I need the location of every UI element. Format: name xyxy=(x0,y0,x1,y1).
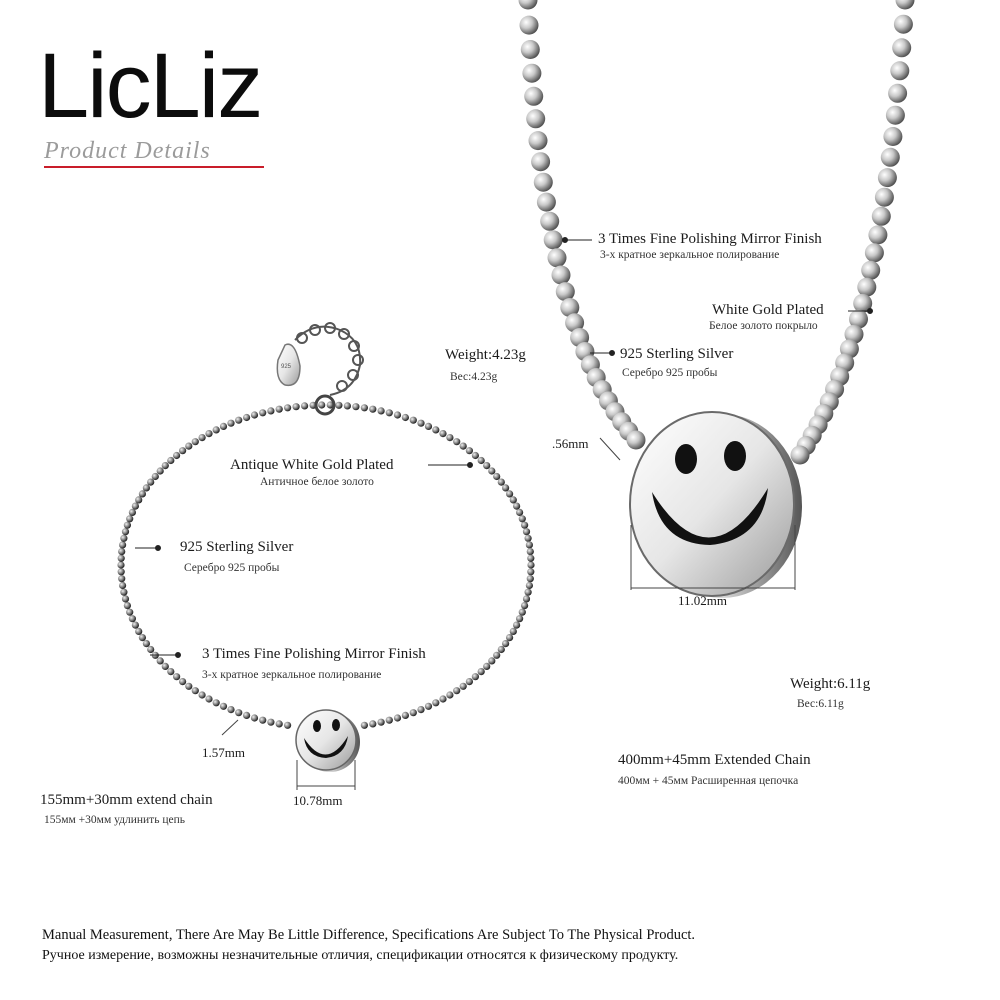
chain-bead xyxy=(425,703,432,710)
chain-bead xyxy=(143,640,150,647)
chain-bead xyxy=(488,467,495,474)
chain-bead xyxy=(526,109,545,128)
chain-bead xyxy=(147,646,154,653)
chain-bead xyxy=(227,420,234,427)
chain-bead xyxy=(526,541,533,548)
chain-bead xyxy=(179,678,186,685)
chain-bead xyxy=(498,479,505,486)
bracelet-extension xyxy=(295,323,363,414)
chain-bead xyxy=(235,709,242,716)
chain-bead xyxy=(227,706,234,713)
chain-bead xyxy=(259,409,266,416)
chain-bead xyxy=(122,595,129,602)
chain-bead xyxy=(478,668,485,675)
chain-bead xyxy=(527,575,534,582)
chain-bead xyxy=(132,622,139,629)
bracelet-thickness-measure: 1.57mm xyxy=(202,745,245,760)
chain-bead xyxy=(276,720,283,727)
chain-bead xyxy=(857,278,876,297)
chain-bead xyxy=(220,703,227,710)
chain-bead xyxy=(527,561,534,568)
bracelet-material-label-ru: Серебро 925 пробы xyxy=(184,562,280,574)
chain-bead xyxy=(466,678,473,685)
chain-bead xyxy=(259,717,266,724)
chain-bead xyxy=(157,657,164,664)
chain-bead xyxy=(883,127,902,146)
bracelet-chain-label-ru: 155мм +30мм удлинить цепь xyxy=(44,814,185,826)
bracelet-tag-text: 925 xyxy=(281,364,292,370)
chain-bead xyxy=(220,423,227,430)
chain-bead xyxy=(267,719,274,726)
necklace-chain-label: 400mm+45mm Extended Chain xyxy=(618,752,811,768)
bracelet-leader-lines xyxy=(135,463,473,658)
necklace-material-label: 925 Sterling Silver xyxy=(620,346,734,362)
chain-bead xyxy=(284,404,291,411)
chain-bead xyxy=(886,106,905,125)
chain-bead xyxy=(432,426,439,433)
chain-bead xyxy=(506,490,513,497)
bracelet-plating-label-ru: Античное белое золото xyxy=(260,476,374,488)
necklace-thickness-measure: .56mm xyxy=(552,436,589,451)
chain-bead xyxy=(386,409,393,416)
chain-bead xyxy=(892,38,911,57)
necklace-weight-label: Weight:4.23g xyxy=(445,347,526,363)
chain-bead xyxy=(139,634,146,641)
chain-bead xyxy=(129,615,136,622)
chain-bead xyxy=(192,687,199,694)
chain-bead xyxy=(453,438,460,445)
chain-bead xyxy=(510,496,517,503)
chain-bead xyxy=(460,683,467,690)
chain-bead xyxy=(394,411,401,418)
chain-bead xyxy=(251,714,258,721)
chain-bead xyxy=(888,84,907,103)
chain-bead xyxy=(167,457,174,464)
chain-bead xyxy=(523,528,530,535)
chain-bead xyxy=(152,473,159,480)
necklace-chain-left xyxy=(519,0,646,450)
chain-bead xyxy=(167,668,174,675)
chain-bead xyxy=(527,555,534,562)
chain-bead xyxy=(525,535,532,542)
chain-bead xyxy=(185,683,192,690)
bracelet-material-label: 925 Sterling Silver xyxy=(180,539,294,555)
chain-bead xyxy=(627,431,646,450)
necklace-plating-label: White Gold Plated xyxy=(712,302,824,318)
chain-bead xyxy=(318,401,325,408)
chain-bead xyxy=(531,152,550,171)
chain-bead xyxy=(521,602,528,609)
necklace-weight2-label-ru: Вес:6.11g xyxy=(797,698,844,710)
chain-bead xyxy=(521,40,540,59)
chain-bead xyxy=(199,691,206,698)
chain-bead xyxy=(402,712,409,719)
chain-bead xyxy=(513,622,520,629)
chain-bead xyxy=(352,403,359,410)
brand-underline xyxy=(44,166,264,168)
chain-bead xyxy=(301,402,308,409)
chain-bead xyxy=(890,61,909,80)
brand-subtitle: Product Details xyxy=(44,138,211,164)
chain-bead xyxy=(284,722,291,729)
chain-bead xyxy=(896,0,915,10)
chain-bead xyxy=(124,602,131,609)
chain-bead xyxy=(118,568,125,575)
chain-bead xyxy=(410,417,417,424)
chain-bead xyxy=(157,467,164,474)
chain-bead xyxy=(534,173,553,192)
chain-bead xyxy=(199,434,206,441)
chain-bead xyxy=(516,509,523,516)
chain-bead xyxy=(361,404,368,411)
necklace-plating-label-ru: Белое золото покрыло xyxy=(709,320,818,332)
chain-bead xyxy=(243,712,250,719)
chain-bead xyxy=(510,628,517,635)
chain-bead xyxy=(124,522,131,529)
chain-bead xyxy=(516,615,523,622)
chain-bead xyxy=(460,443,467,450)
chain-bead xyxy=(540,212,559,231)
necklace-polish-label: 3 Times Fine Polishing Mirror Finish xyxy=(598,231,822,247)
chain-bead xyxy=(868,225,887,244)
chain-bead xyxy=(213,699,220,706)
chain-bead xyxy=(369,720,376,727)
chain-bead xyxy=(126,515,133,522)
chain-bead xyxy=(872,207,891,226)
necklace-smiley-pendant xyxy=(630,412,802,598)
chain-bead xyxy=(519,0,538,10)
chain-bead xyxy=(498,646,505,653)
chain-bead xyxy=(185,443,192,450)
chain-bead xyxy=(335,402,342,409)
chain-bead xyxy=(122,528,129,535)
chain-bead xyxy=(529,131,548,150)
chain-bead xyxy=(527,548,534,555)
chain-bead xyxy=(417,420,424,427)
necklace-width-measure: 11.02mm xyxy=(678,593,727,608)
necklace-weight-label-ru: Вес:4.23g xyxy=(450,371,498,383)
chain-bead xyxy=(162,663,169,670)
chain-bead xyxy=(519,609,526,616)
bracelet-polish-label: 3 Times Fine Polishing Mirror Finish xyxy=(202,646,426,662)
chain-bead xyxy=(293,403,300,410)
chain-bead xyxy=(267,407,274,414)
chain-bead xyxy=(472,673,479,680)
chain-bead xyxy=(394,714,401,721)
chain-bead xyxy=(526,582,533,589)
chain-bead xyxy=(478,457,485,464)
chain-bead xyxy=(537,193,556,212)
chain-bead xyxy=(117,561,124,568)
chain-bead xyxy=(544,230,563,249)
chain-bead xyxy=(243,414,250,421)
chain-bead xyxy=(425,423,432,430)
chain-bead xyxy=(502,640,509,647)
necklace-weight2-label: Weight:6.11g xyxy=(790,676,871,692)
chain-bead xyxy=(519,515,526,522)
footer-disclaimer-ru: Ручное измерение, возможны незначительные отличия, спецификации относятся к физическому продукту. xyxy=(42,948,679,963)
chain-bead xyxy=(432,699,439,706)
necklace-material-label-ru: Серебро 925 пробы xyxy=(622,367,718,379)
chain-bead xyxy=(493,652,500,659)
chain-bead xyxy=(506,634,513,641)
chain-bead xyxy=(143,484,150,491)
chain-bead xyxy=(213,426,220,433)
chain-bead xyxy=(524,87,543,106)
chain-bead xyxy=(520,16,539,35)
chain-bead xyxy=(126,609,133,616)
chain-bead xyxy=(548,248,567,267)
chain-bead xyxy=(173,673,180,680)
chain-bead xyxy=(861,261,880,280)
necklace-chain-label-ru: 400мм + 45мм Расширенная цепочка xyxy=(618,775,799,787)
chain-bead xyxy=(369,406,376,413)
chain-bead xyxy=(483,663,490,670)
chain-bead xyxy=(791,446,810,465)
chain-bead xyxy=(488,657,495,664)
chain-bead xyxy=(179,447,186,454)
chain-bead xyxy=(205,695,212,702)
chain-bead xyxy=(446,691,453,698)
chain-bead xyxy=(513,503,520,510)
chain-bead xyxy=(118,575,125,582)
chain-bead xyxy=(483,462,490,469)
chain-bead xyxy=(205,430,212,437)
chain-bead xyxy=(410,709,417,716)
chain-bead xyxy=(417,706,424,713)
chain-bead xyxy=(132,503,139,510)
bracelet-plating-label: Antique White Gold Plated xyxy=(230,457,394,473)
chain-bead xyxy=(235,417,242,424)
chain-bead xyxy=(192,438,199,445)
bracelet-width-measure: 10.78mm xyxy=(293,793,343,808)
chain-bead xyxy=(251,411,258,418)
chain-bead xyxy=(865,243,884,262)
footer-disclaimer-en: Manual Measurement, There Are May Be Little Difference, Specifications Are Subject To The Physical Product. xyxy=(42,927,696,943)
chain-bead xyxy=(894,15,913,34)
chain-bead xyxy=(522,64,541,83)
chain-bead xyxy=(493,473,500,480)
chain-bead xyxy=(502,484,509,491)
bracelet-smiley-pendant xyxy=(296,710,360,772)
chain-bead xyxy=(521,522,528,529)
chain-bead xyxy=(135,628,142,635)
chain-bead xyxy=(523,595,530,602)
chain-bead xyxy=(119,582,126,589)
chain-bead xyxy=(135,496,142,503)
chain-bead xyxy=(344,402,351,409)
chain-bead xyxy=(120,589,127,596)
chain-bead xyxy=(378,407,385,414)
chain-bead xyxy=(446,434,453,441)
chain-bead xyxy=(147,479,154,486)
chain-bead xyxy=(120,535,127,542)
chain-bead xyxy=(118,548,125,555)
chain-bead xyxy=(439,430,446,437)
bracelet-chain-label: 155mm+30mm extend chain xyxy=(40,792,213,808)
chain-bead xyxy=(402,414,409,421)
chain-bead xyxy=(386,717,393,724)
chain-bead xyxy=(162,462,169,469)
chain-bead xyxy=(878,168,897,187)
chain-bead xyxy=(129,509,136,516)
chain-bead xyxy=(276,406,283,413)
chain-bead xyxy=(119,541,126,548)
necklace-polish-label-ru: 3-х кратное зеркальное полирование xyxy=(600,249,780,261)
chain-bead xyxy=(439,695,446,702)
chain-bead xyxy=(466,447,473,454)
chain-bead xyxy=(118,555,125,562)
chain-bead xyxy=(527,568,534,575)
chain-bead xyxy=(472,452,479,459)
chain-bead xyxy=(881,148,900,167)
chain-bead xyxy=(139,490,146,497)
chain-bead xyxy=(173,452,180,459)
chain-bead xyxy=(525,589,532,596)
bracelet-polish-label-ru: 3-х кратное зеркальное полирование xyxy=(202,669,382,681)
brand-logo: LicLiz xyxy=(38,35,262,137)
chain-bead xyxy=(552,266,571,285)
chain-bead xyxy=(453,687,460,694)
chain-bead xyxy=(875,188,894,207)
chain-bead xyxy=(361,722,368,729)
chain-bead xyxy=(378,719,385,726)
